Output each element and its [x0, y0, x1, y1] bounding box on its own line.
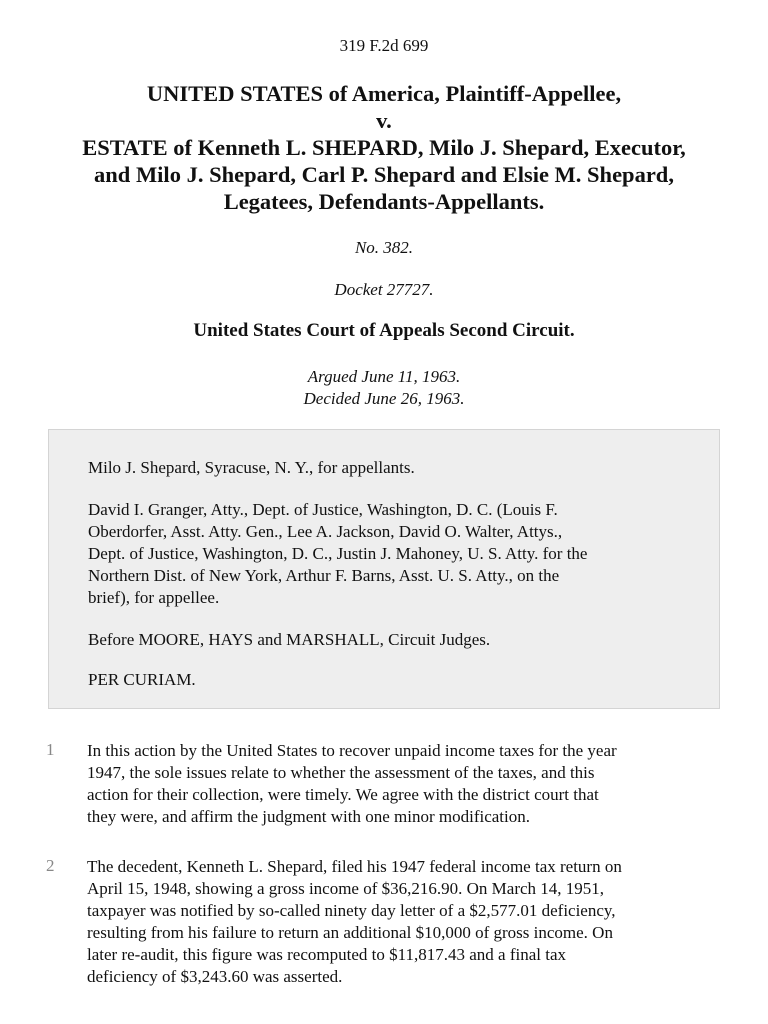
per-curiam: [88, 669, 708, 691]
caption-line: ESTATE of Kenneth L. SHEPARD, Milo J. Shepard, Executor,: [82, 135, 686, 160]
counsel-line: brief), for appellee.: [88, 588, 220, 607]
case-citation: 319 F.2d 699: [339, 36, 429, 55]
appellants-counsel: [88, 457, 708, 479]
caption-line: Legatees, Defendants-Appellants.: [223, 189, 545, 214]
decided-date: Decided June 26, 1963.: [303, 389, 465, 408]
counsel-line: Northern Dist. of New York, Arthur F. Barns, Asst. U. S. Atty., on the: [88, 566, 560, 585]
caption-line: v.: [376, 108, 392, 133]
paragraph-line: 1947, the sole issues relate to whether the assessment of the taxes, and this: [87, 763, 595, 782]
paragraph-line: In this action by the United States to recover unpaid income taxes for the year: [87, 741, 617, 760]
case-caption: [30, 80, 738, 215]
opinion-paragraph: [87, 856, 747, 988]
counsel-line: Milo J. Shepard, Syracuse, N. Y., for appellants.: [88, 458, 415, 477]
paragraph-line: April 15, 1948, showing a gross income of $36,216.90. On March 14, 1951,: [87, 879, 605, 898]
paragraph-number: 1: [46, 740, 55, 759]
case-dates: [0, 366, 768, 410]
caption-line: and Milo J. Shepard, Carl P. Shepard and Elsie M. Shepard,: [94, 162, 674, 187]
paragraph-line: action for their collection, were timely. We agree with the district court that: [87, 785, 599, 804]
paragraph-line: resulting from his failure to return an additional $10,000 of gross income. On: [87, 923, 613, 942]
appellee-counsel: [88, 499, 708, 609]
paragraph-line: later re-audit, this figure was recomputed to $11,817.43 and a final tax: [87, 945, 566, 964]
opinion-paragraph: [87, 740, 747, 828]
paragraph-number: 2: [46, 856, 55, 875]
court-name: United States Court of Appeals Second Circuit.: [193, 320, 575, 341]
case-number: No. 382.: [354, 238, 414, 257]
caption-line: UNITED STATES of America, Plaintiff-Appellee,: [146, 81, 622, 106]
counsel-line: Before MOORE, HAYS and MARSHALL, Circuit Judges.: [88, 630, 491, 649]
counsel-line: David I. Granger, Atty., Dept. of Justice, Washington, D. C. (Louis F.: [88, 500, 558, 519]
argued-date: Argued June 11, 1963.: [307, 367, 461, 386]
counsel-line: Dept. of Justice, Washington, D. C., Justin J. Mahoney, U. S. Atty. for the: [88, 544, 588, 563]
paragraph-line: The decedent, Kenneth L. Shepard, filed his 1947 federal income tax return on: [87, 857, 622, 876]
docket-number: Docket 27727.: [334, 280, 434, 299]
paragraph-line: they were, and affirm the judgment with one minor modification.: [87, 807, 530, 826]
counsel-box: [48, 429, 720, 709]
paragraph-line: taxpayer was notified by so-called ninety day letter of a $2,577.01 deficiency,: [87, 901, 616, 920]
counsel-line: Oberdorfer, Asst. Atty. Gen., Lee A. Jackson, David O. Walter, Attys.,: [88, 522, 563, 541]
paragraph-line: deficiency of $3,243.60 was asserted.: [87, 967, 343, 986]
counsel-line: PER CURIAM.: [88, 670, 196, 689]
judges-line: [88, 629, 708, 651]
